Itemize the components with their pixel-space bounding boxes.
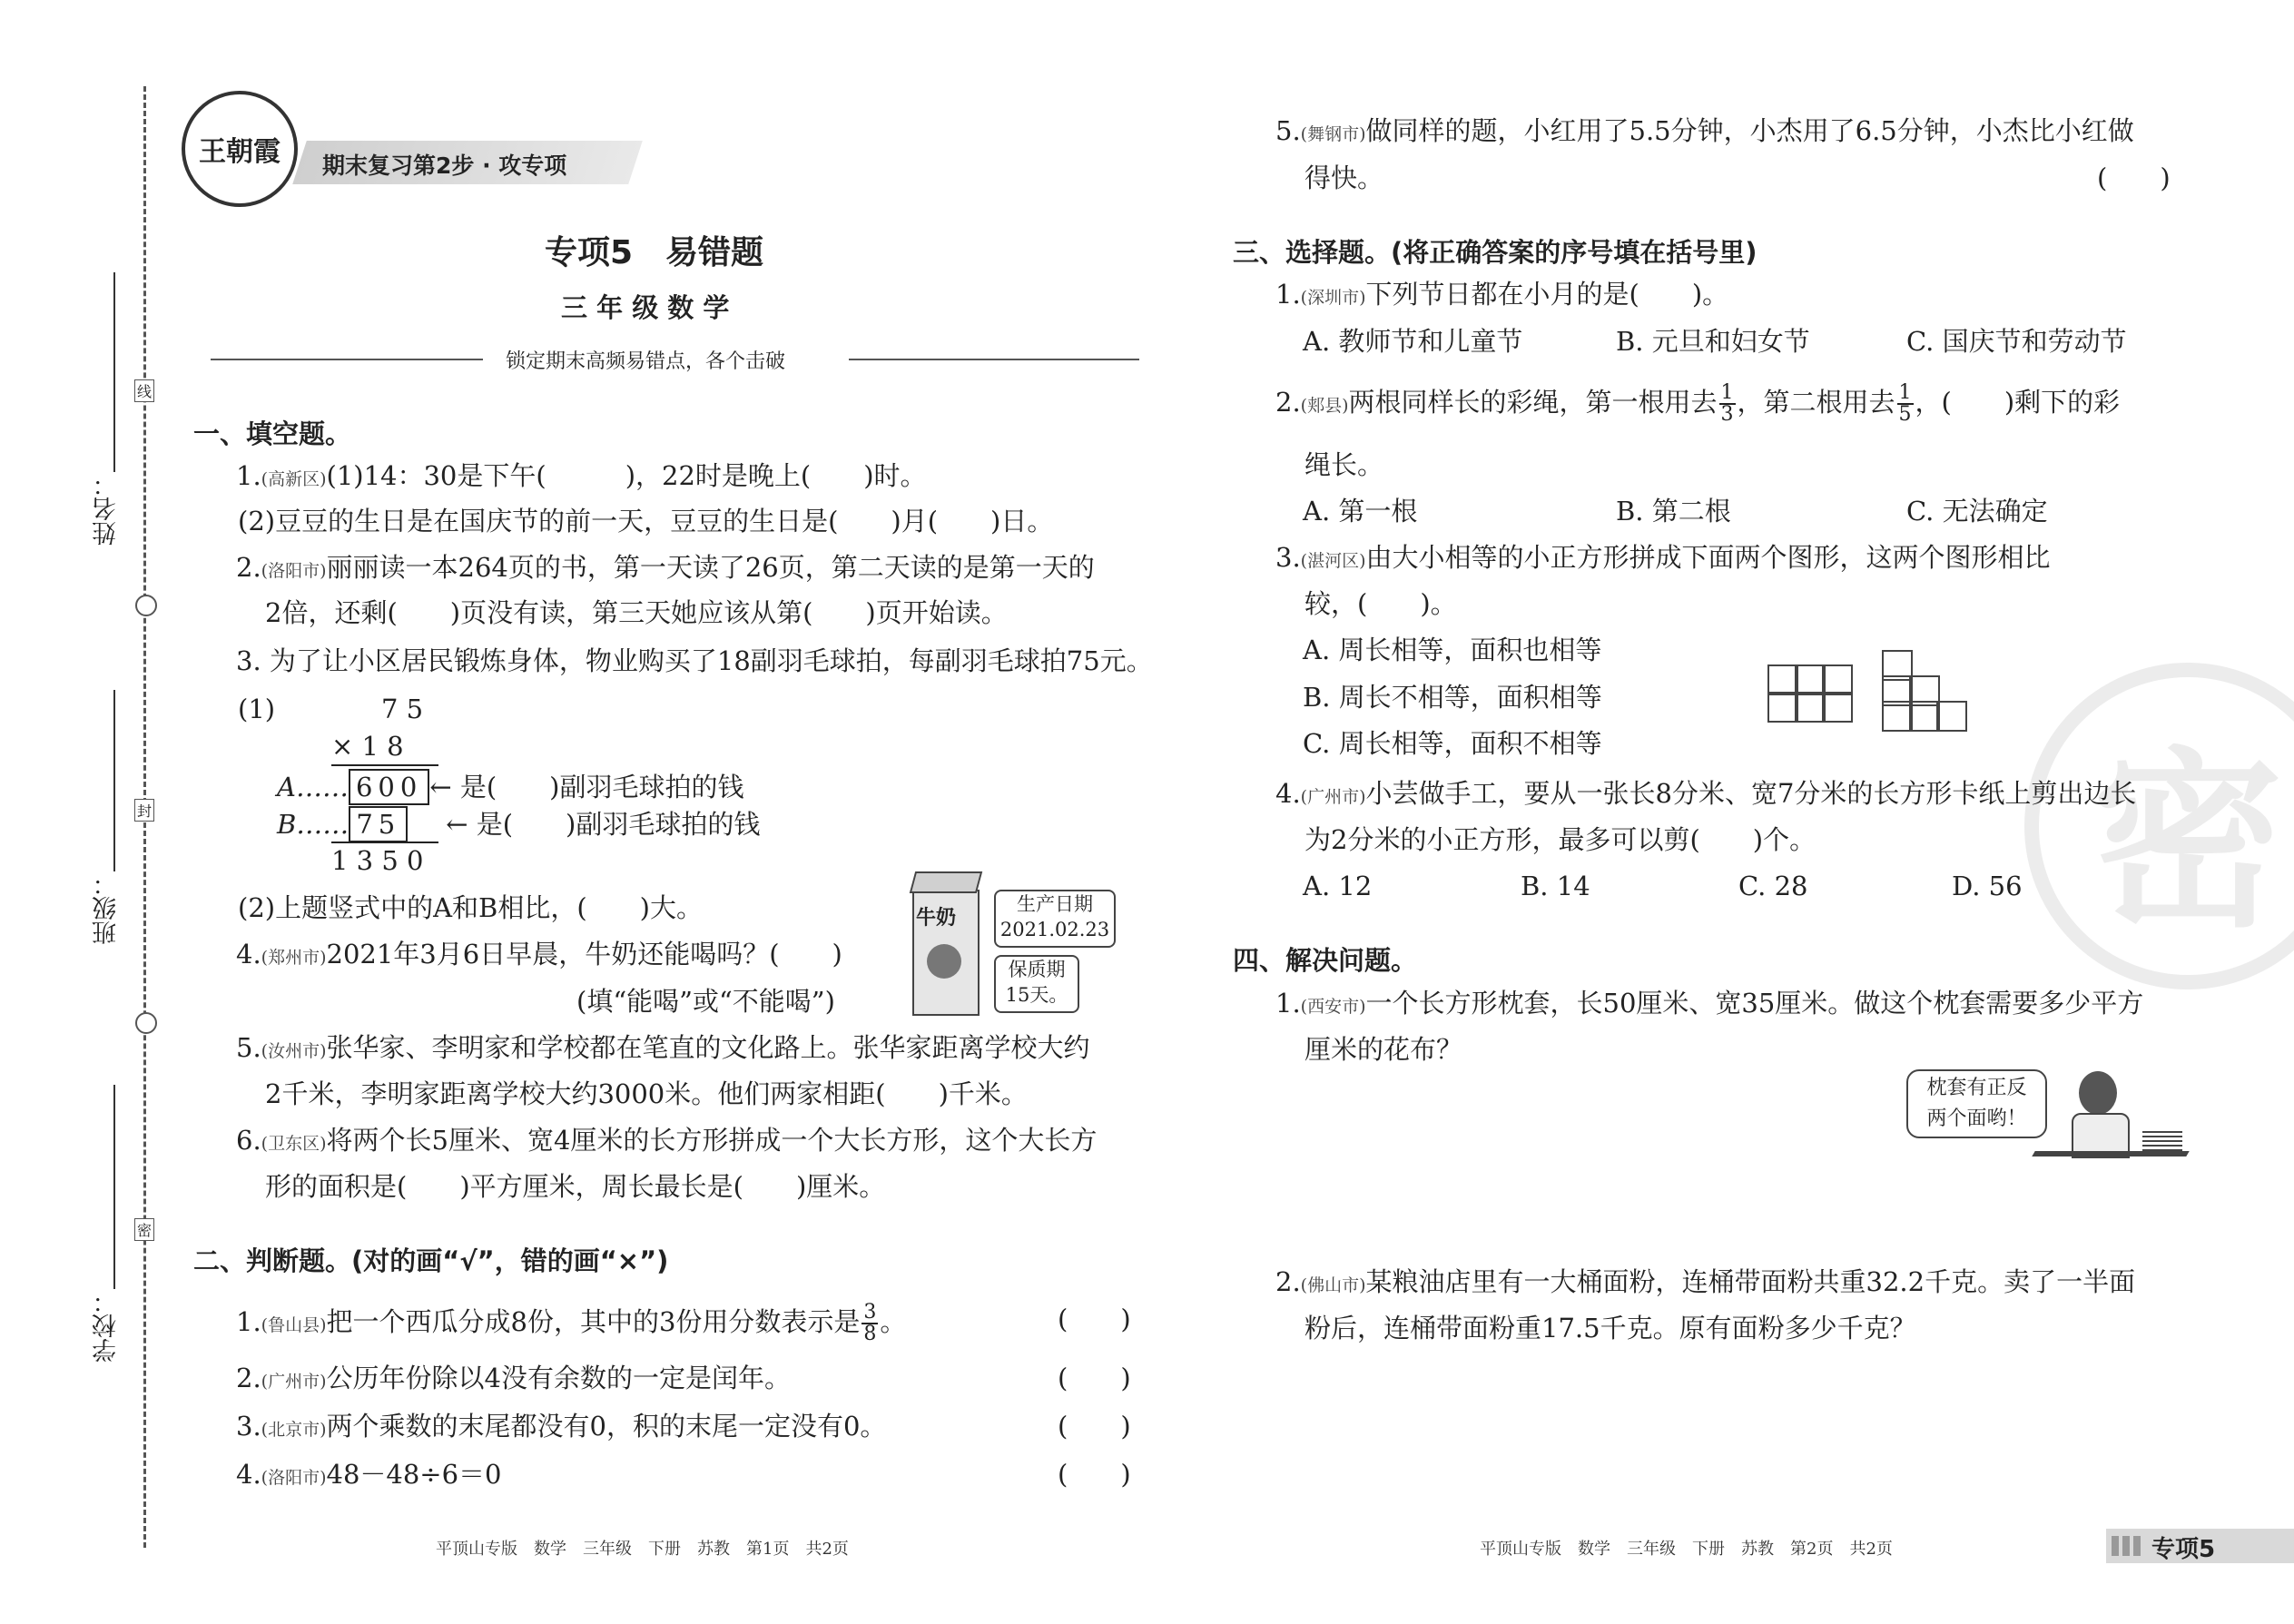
grid-cell — [1795, 692, 1826, 723]
footer-left: 平顶山专版 数学 三年级 下册 苏教 第1页 共2页 — [436, 1540, 849, 1559]
question-text: (1)14：30是下午( )，22时是晚上( )时。 — [326, 460, 927, 491]
s1-q3-2: (2)上题竖式中的A和B相比，( )大。 — [238, 892, 703, 923]
s3-q4-option-c[interactable]: C. 28 — [1738, 871, 1808, 901]
question-text: 丽丽读一本264页的书，第一天读了26页，第二天读的是第一天的 — [326, 552, 1095, 583]
question-text: 48－48÷6＝0 — [326, 1459, 502, 1490]
s3-q1 — [1275, 278, 1728, 314]
s1-q4-hint: (填“能喝”或“不能喝”) — [576, 986, 835, 1017]
s2-q2 — [236, 1362, 791, 1398]
s1-q3: 3. 为了让小区居民锻炼身体，物业购买了18副羽毛球拍，每副羽毛球拍75元。 — [236, 645, 1153, 676]
production-date-title: 生产日期 — [1017, 893, 1093, 915]
question-number: 5. — [236, 1032, 261, 1063]
calc-row-b-value: 75 — [349, 806, 408, 842]
s3-q3-option-c[interactable]: C. 周长相等，面积不相等 — [1303, 728, 1602, 759]
question-text: 两根同样长的彩绳，第一根用去 — [1348, 387, 1718, 418]
section-heading-fill: 一、填空题。 — [193, 418, 352, 449]
brand-logo-text: 王朝霞 — [199, 136, 281, 168]
question-number: 2. — [236, 552, 261, 583]
calc-row-b — [277, 806, 760, 842]
s1-q2 — [236, 551, 1095, 587]
s2-q1-answer[interactable]: ( ) — [1058, 1304, 1131, 1334]
question-source: (洛阳市) — [261, 561, 327, 581]
binding-mark-seal: 封 — [134, 799, 154, 822]
question-text: 把一个西瓜分成8份，其中的3份用分数表示是 — [326, 1306, 861, 1337]
question-text: 小芸做手工，要从一张长8分米、宽7分米的长方形卡纸上剪出边长 — [1365, 778, 2137, 809]
s1-q1-2: (2)豆豆的生日是在国庆节的前一天，豆豆的生日是( )月( )日。 — [238, 506, 1054, 536]
s3-q4 — [1275, 777, 2136, 813]
s3-q4-option-b[interactable]: B. 14 — [1521, 871, 1590, 901]
question-text: 一个长方形枕套，长50厘米、宽35厘米。做这个枕套需要多少平方 — [1365, 988, 2144, 1019]
question-source: (高新区) — [261, 469, 327, 489]
s3-q2-line2: 绳长。 — [1305, 449, 1384, 480]
shelf-life-value: 15天。 — [1005, 984, 1068, 1006]
footer-right: 平顶山专版 数学 三年级 下册 苏教 第2页 共2页 — [1480, 1540, 1893, 1559]
grid-cell — [1767, 664, 1798, 695]
s3-q2 — [1275, 383, 2120, 425]
fraction-denominator: 8 — [863, 1323, 877, 1345]
production-date-value: 2021.02.23 — [999, 919, 1110, 940]
question-number: 6. — [236, 1125, 261, 1156]
question-number: 1. — [236, 1306, 261, 1337]
question-source: (洛阳市) — [261, 1468, 327, 1488]
question-text: 张华家、李明家和学校都在笔直的文化路上。张华家距离学校大约 — [326, 1032, 1090, 1063]
s2-q1 — [236, 1303, 906, 1344]
question-source: (卫东区) — [261, 1134, 327, 1154]
name-field[interactable] — [113, 272, 115, 472]
grid-cell — [1822, 664, 1853, 695]
question-text: 将两个长5厘米、宽4厘米的长方形拼成一个大长方形，这个大长方 — [326, 1125, 1098, 1156]
page-subtitle: 三 年 级 数 学 — [561, 292, 730, 323]
table-icon — [2032, 1151, 2189, 1156]
question-text: 某粮油店里有一大桶面粉，连桶带面粉共重32.2千克。卖了一半面 — [1365, 1266, 2136, 1297]
question-number: 3. — [1275, 542, 1301, 573]
s1-q4 — [236, 938, 842, 974]
s1-q2-line2: 2倍，还剩( )页没有读，第三天她应该从第( )页开始读。 — [265, 597, 1008, 628]
calc-row-b-label: B…… — [277, 809, 350, 840]
question-number: 1. — [236, 460, 261, 491]
section-heading-solve: 四、解决问题。 — [1233, 945, 1418, 976]
question-text: 做同样的题，小红用了5.5分钟，小杰用了6.5分钟，小杰比小红做 — [1365, 115, 2134, 146]
grid-cell — [1822, 692, 1853, 723]
calc-row-a-note: ← 是( )副羽毛球拍的钱 — [429, 772, 744, 802]
seamstress-head-icon — [2079, 1071, 2117, 1115]
s1-q3-1: (1) — [238, 694, 276, 724]
grid-cell — [1909, 701, 1940, 732]
s2-q4-answer[interactable]: ( ) — [1058, 1459, 1131, 1490]
s2-q3 — [236, 1410, 886, 1446]
school-field[interactable] — [113, 1085, 115, 1289]
question-number: 2. — [1275, 1266, 1301, 1297]
page-title: 专项5 易错题 — [545, 234, 764, 271]
fraction-numerator: 3 — [863, 1301, 877, 1324]
question-number: 4. — [236, 939, 261, 969]
footer-tag-squares — [2112, 1536, 2141, 1556]
class-field[interactable] — [113, 690, 115, 871]
fraction-denominator: 3 — [1720, 403, 1734, 426]
s3-q2-option-c[interactable]: C. 无法确定 — [1906, 496, 2048, 527]
calc-row-a — [277, 769, 743, 805]
calc-row-b-note: ← 是( )副羽毛球拍的钱 — [446, 809, 761, 840]
school-label: 学校： — [93, 1289, 121, 1363]
production-date-box — [994, 890, 1116, 948]
question-source: (舞钢市) — [1300, 124, 1366, 144]
question-number: 4. — [1275, 778, 1301, 809]
watermark-seal — [2024, 663, 2294, 989]
calc-row-a-label: A…… — [277, 772, 349, 802]
binding-mark-secret: 密 — [134, 1218, 154, 1241]
fraction-3-8 — [861, 1303, 878, 1344]
s4-q2-line2: 粉后，连桶带面粉重17.5千克。原有面粉多少千克？ — [1305, 1313, 1916, 1343]
binding-mark-line: 线 — [134, 379, 154, 402]
s1-q1 — [236, 459, 927, 496]
s3-q2-option-b[interactable]: B. 第二根 — [1616, 496, 1731, 527]
seamstress-illustration — [2052, 1071, 2188, 1171]
s3-q3 — [1275, 541, 2051, 577]
question-text: ，第二根用去 — [1737, 387, 1895, 418]
s3-q4-line2: 为2分米的小正方形，最多可以剪( )个。 — [1305, 824, 1816, 855]
question-source: (郑州市) — [261, 948, 327, 968]
question-source: (广州市) — [261, 1372, 327, 1392]
question-number: 2. — [236, 1363, 261, 1393]
s3-q4-option-d[interactable]: D. 56 — [1952, 871, 2023, 901]
question-text: 由大小相等的小正方形拼成下面两个图形，这两个图形相比 — [1365, 542, 2051, 573]
s1-q6 — [236, 1124, 1097, 1160]
question-source: (湛河区) — [1300, 551, 1366, 571]
calc-rule-2 — [331, 842, 438, 843]
slogan-rule-left — [211, 359, 483, 360]
question-text: ，( )剩下的彩 — [1915, 387, 2121, 418]
fraction-numerator: 1 — [1720, 381, 1734, 404]
grid-cell — [1882, 701, 1913, 732]
question-text: 两个乘数的末尾都没有0，积的末尾一定没有0。 — [326, 1411, 887, 1442]
s3-q1-option-a[interactable]: A. 教师节和儿童节 — [1303, 326, 1523, 357]
question-source: (汝州市) — [261, 1041, 327, 1061]
fraction-1-3 — [1719, 383, 1736, 425]
s3-q4-option-a[interactable]: A. 12 — [1303, 871, 1373, 901]
s4-q2 — [1275, 1265, 2135, 1302]
question-number: 3. — [236, 1411, 261, 1442]
calc-rule-1 — [331, 764, 438, 766]
hint-bubble — [1906, 1069, 2047, 1138]
question-end: 。 — [880, 1306, 907, 1337]
s2-q4 — [236, 1458, 502, 1494]
milk-carton-label: 牛奶 — [916, 907, 957, 930]
question-source: (西安市) — [1300, 997, 1366, 1017]
s3-q1-option-c[interactable]: C. 国庆节和劳动节 — [1906, 326, 2127, 357]
grid-cell — [1767, 692, 1798, 723]
grid-cell — [1795, 664, 1826, 695]
s1-q5 — [236, 1031, 1090, 1068]
question-source: (佛山市) — [1300, 1275, 1366, 1295]
slogan-rule-right — [849, 359, 1139, 360]
binding-hole-1 — [135, 595, 157, 616]
s4-q1 — [1275, 987, 2143, 1023]
s4-q1-line2: 厘米的花布？ — [1305, 1034, 1463, 1065]
fraction-1-5 — [1897, 383, 1914, 425]
binding-hole-2 — [135, 1012, 157, 1034]
grid-cell — [1936, 701, 1967, 732]
footer-tag: 专项5 — [2151, 1536, 2216, 1563]
brand-logo — [182, 91, 298, 207]
watermark-glyph: 密 — [2092, 731, 2283, 953]
r-q5 — [1275, 114, 2134, 151]
question-number: 1. — [1275, 988, 1301, 1019]
cow-icon — [927, 944, 961, 979]
question-source: (郏县) — [1300, 396, 1349, 416]
s3-q3-option-b[interactable]: B. 周长不相等，面积相等 — [1303, 682, 1602, 713]
class-label: 班级： — [93, 871, 121, 945]
question-number: 2. — [1275, 387, 1301, 418]
question-number: 5. — [1275, 115, 1301, 146]
figure-grid-staircase — [1882, 650, 1964, 732]
hint-bubble-line-1: 枕套有正反 — [1926, 1077, 2027, 1099]
question-text: 2021年3月6日早晨，牛奶还能喝吗？( ) — [326, 939, 842, 969]
question-text: 下列节日都在小月的是( )。 — [1365, 279, 1729, 310]
s3-q2-option-a[interactable]: A. 第一根 — [1303, 496, 1418, 527]
milk-carton-top — [910, 871, 982, 893]
calc-multiplier: × 1 8 — [331, 731, 404, 762]
shelf-life-title: 保质期 — [1008, 959, 1066, 980]
question-text: 公历年份除以4没有余数的一定是闰年。 — [326, 1363, 791, 1393]
fraction-denominator: 5 — [1898, 403, 1912, 426]
milk-carton — [912, 890, 980, 1016]
s2-q3-answer[interactable]: ( ) — [1058, 1411, 1131, 1442]
r-q5-answer[interactable]: ( ) — [2097, 162, 2171, 193]
calc-row-a-value: 600 — [349, 769, 429, 805]
figure-grid-rectangle — [1767, 664, 1849, 721]
section-heading-judge: 二、判断题。(对的画“√”，错的画“×”) — [193, 1245, 669, 1276]
series-label: 期末复习第2步 · 攻专项 — [322, 153, 567, 179]
calc-result: 1 3 5 0 — [331, 845, 424, 876]
s3-q1-option-b[interactable]: B. 元旦和妇女节 — [1616, 326, 1810, 357]
question-number: 4. — [236, 1459, 261, 1490]
s3-q3-option-a[interactable]: A. 周长相等，面积也相等 — [1303, 635, 1602, 665]
s1-q5-line2: 2千米，李明家距离学校大约3000米。他们两家相距( )千米。 — [265, 1078, 1028, 1109]
question-source: (深圳市) — [1300, 288, 1366, 308]
question-source: (鲁山县) — [261, 1315, 327, 1335]
question-number: 1. — [1275, 279, 1301, 310]
s2-q2-answer[interactable]: ( ) — [1058, 1363, 1131, 1393]
question-source: (广州市) — [1300, 787, 1366, 807]
slogan: 锁定期末高频易错点，各个击破 — [506, 350, 786, 373]
section-heading-choice: 三、选择题。(将正确答案的序号填在括号里) — [1233, 237, 1757, 268]
fabric-stack-icon — [2142, 1129, 2182, 1151]
hint-bubble-line-2: 两个面哟！ — [1926, 1107, 2027, 1130]
name-label: 姓名： — [93, 472, 121, 546]
r-q5-line2: 得快。 — [1305, 162, 1384, 193]
question-source: (北京市) — [261, 1420, 327, 1440]
calc-top: 7 5 — [381, 694, 424, 724]
s3-q3-line2: 较，( )。 — [1305, 588, 1457, 619]
shelf-life-box — [994, 955, 1079, 1013]
s1-q6-line2: 形的面积是( )平方厘米，周长最长是( )厘米。 — [265, 1171, 886, 1202]
fraction-numerator: 1 — [1898, 381, 1912, 404]
